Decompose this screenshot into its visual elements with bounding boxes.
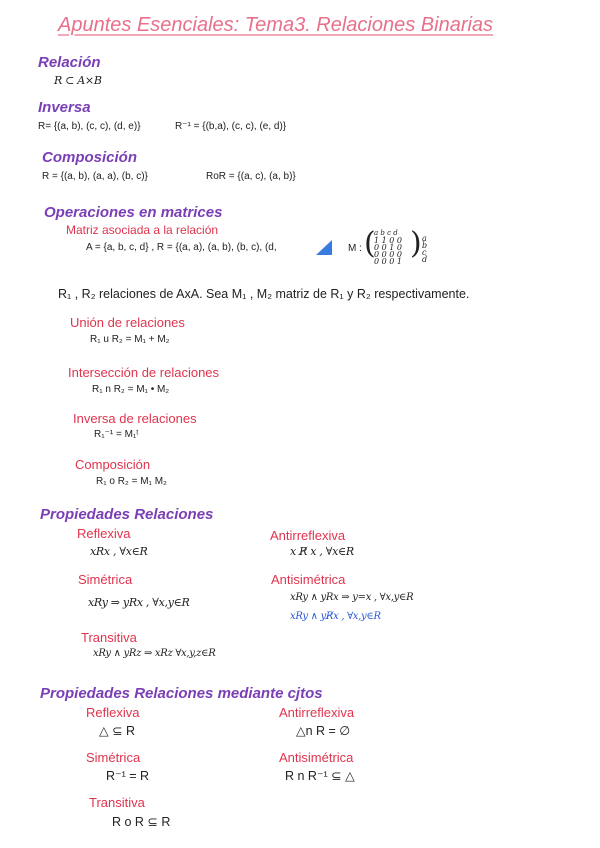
cjtos-antirreflexiva-label: Antirreflexiva xyxy=(279,705,355,720)
cjtos-antirreflexiva-formula: △n R = ∅ xyxy=(296,724,351,738)
matriz-sets: A = {a, b, c, d} , R = {(a, a), (a, b), (b, c), (d, xyxy=(86,242,277,253)
matrix-row-label: d xyxy=(422,255,428,264)
transitiva-definition: xRy ∧ yRz ⇒ xRz ∀x,y,z∈R xyxy=(93,648,216,659)
heading-operaciones: Operaciones en matrices xyxy=(44,204,223,221)
reflexiva-label: Reflexiva xyxy=(77,526,131,541)
interseccion-formula: R₁ n R₂ = M₁ • M₂ xyxy=(92,384,170,395)
matrix-row: 0 0 0 1 xyxy=(374,257,402,266)
heading-inversa-relaciones: Inversa de relaciones xyxy=(73,411,197,426)
operaciones-intro: R₁ , R₂ relaciones de AxA. Sea M₁ , M₂ matriz de R₁ y R₂ respectivamente. xyxy=(58,287,470,301)
heading-union: Unión de relaciones xyxy=(70,315,185,330)
matrix-right-paren: ) xyxy=(410,226,422,261)
inversa-result: R⁻¹ = {(b,a), (c, c), (e, d)} xyxy=(175,121,287,132)
matrix-row-label: b xyxy=(422,241,428,250)
matrix-m xyxy=(364,226,436,270)
inversa-relation: R= {(a, b), (c, c), (d, e)} xyxy=(38,121,141,132)
transitiva-label: Transitiva xyxy=(81,630,137,645)
page-title: Apuntes Esenciales: Tema3. Relaciones Binarias xyxy=(58,14,494,36)
heading-composicion-matrices: Composición xyxy=(75,457,151,472)
antisimetrica-definition: xRy ∧ yRx ⇒ y=x , ∀x,y∈R xyxy=(290,592,414,603)
simetrica-label: Simétrica xyxy=(78,572,133,587)
matrix-row-label: c xyxy=(422,248,427,257)
heading-relacion: Relación xyxy=(38,54,101,71)
antirreflexiva-definition: x R̸ x , ∀x∈R xyxy=(290,545,354,558)
antisimetrica-definition-alt: xRy ∧ yR̸x , ∀x,y∈R xyxy=(290,611,381,622)
heading-interseccion: Intersección de relaciones xyxy=(68,365,220,380)
antirreflexiva-label: Antirreflexiva xyxy=(270,528,346,543)
cjtos-simetrica-label: Simétrica xyxy=(86,750,141,765)
cjtos-reflexiva-label: Reflexiva xyxy=(86,705,140,720)
matrix-m-label: M : xyxy=(348,243,362,254)
inversa-formula: R₁⁻¹ = M₁ᵗ xyxy=(94,429,139,440)
matrix-left-paren: ( xyxy=(364,226,376,261)
simetrica-definition: xRy ⇒ yRx , ∀x,y∈R xyxy=(88,596,190,609)
reflexiva-definition: xRx , ∀x∈R xyxy=(90,545,148,558)
cjtos-transitiva-label: Transitiva xyxy=(89,795,145,810)
relacion-definition: R ⊂ A×B xyxy=(54,74,102,87)
cjtos-reflexiva-formula: △ ⊆ R xyxy=(99,724,136,738)
heading-inversa: Inversa xyxy=(38,99,91,116)
matrix-row-label: a xyxy=(422,234,427,243)
composicion-formula: R₁ o R₂ = M₁ M₂ xyxy=(96,476,167,487)
cjtos-antisimetrica-formula: R n R⁻¹ ⊆ △ xyxy=(285,769,355,783)
matrix-row: 1 1 0 0 xyxy=(374,236,402,245)
heading-propiedades-cjtos: Propiedades Relaciones mediante cjtos xyxy=(40,685,323,702)
heading-composicion: Composición xyxy=(42,149,138,166)
matrix-row: 0 0 0 0 xyxy=(374,250,402,259)
antisimetrica-label: Antisimétrica xyxy=(271,572,346,587)
composicion-relation: R = {(a, b), (a, a), (b, c)} xyxy=(42,171,148,182)
cjtos-antisimetrica-label: Antisimétrica xyxy=(279,750,354,765)
heading-propiedades: Propiedades Relaciones xyxy=(40,506,214,523)
union-formula: R₁ u R₂ = M₁ + M₂ xyxy=(90,334,170,345)
matrix-column-labels: a b c d xyxy=(374,229,398,237)
triangle-icon xyxy=(314,238,334,256)
matriz-label: Matriz asociada a la relación xyxy=(66,223,219,237)
cjtos-simetrica-formula: R⁻¹ = R xyxy=(106,769,150,783)
cjtos-transitiva-formula: R o R ⊆ R xyxy=(112,815,171,829)
matrix-row: 0 0 1 0 xyxy=(374,243,402,252)
composicion-result: RoR = {(a, c), (a, b)} xyxy=(206,171,296,182)
